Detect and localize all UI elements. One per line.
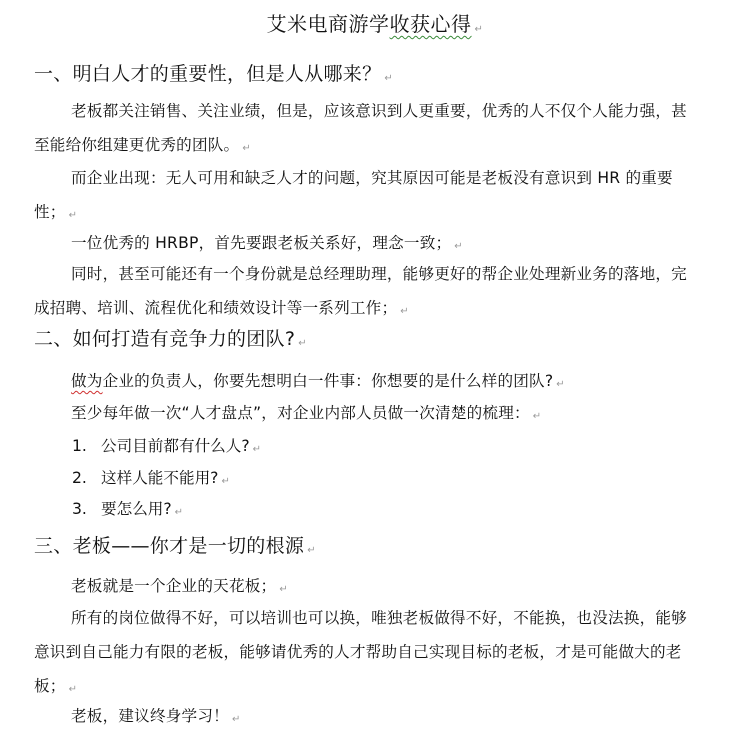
- section2-heading-text: 二、如何打造有竞争力的团队?: [34, 328, 296, 350]
- paragraph-mark-icon: ↵: [298, 338, 307, 349]
- paragraph-mark-icon: ↵: [556, 379, 565, 390]
- list-item: [72, 492, 183, 530]
- list-number: 3.: [72, 500, 87, 518]
- paragraph-mark-icon: ↵: [231, 714, 241, 725]
- paragraph-mark-icon: ↵: [384, 73, 394, 84]
- section1-paragraph-1: [34, 94, 698, 166]
- paragraph-mark-icon: ↵: [454, 241, 463, 252]
- title-spellcheck-text: 收获心得: [389, 12, 472, 36]
- paragraph-text: 企业的负责人，你要先想明白一件事：你想要的是什么样的团队?: [102, 372, 554, 390]
- list-number: 2.: [72, 469, 87, 487]
- document-title: [0, 10, 750, 44]
- section2-heading: [34, 325, 307, 358]
- paragraph-text: 所有的岗位做得不好，可以培训也可以换，唯独老板做得不好，不能换，也没法换，能够意识到自己能力有限的老板，能够请优秀的人才帮助自己实现目标的老板，才是可能做大的老板；: [34, 609, 687, 695]
- paragraph-text: 老板都关注销售、关注业绩，但是，应该意识到人更重要，优秀的人不仅个人能力强，甚至能给你组建更优秀的团队。: [34, 102, 687, 154]
- paragraph-mark-icon: ↵: [474, 24, 484, 35]
- list-item-text: 公司目前都有什么人?: [101, 437, 250, 455]
- section1-paragraph-4: [34, 257, 698, 329]
- paragraph-text: 一位优秀的 HRBP，首先要跟老板关系好，理念一致；: [71, 234, 452, 252]
- paragraph-mark-icon: ↵: [68, 684, 78, 695]
- section3-heading: [34, 532, 316, 565]
- paragraph-mark-icon: ↵: [242, 143, 251, 154]
- paragraph-text: 而企业出现：无人可用和缺乏人才的问题，究其原因可能是老板没有意识到 HR 的重要性；: [34, 169, 673, 221]
- section1-heading-text: 一、明白人才的重要性，但是人从哪来？: [34, 63, 382, 85]
- paragraph-mark-icon: ↵: [400, 306, 409, 317]
- section3-paragraph-3: [34, 699, 698, 737]
- spellcheck-word: 做为: [71, 372, 103, 390]
- paragraph-text: 至少每年做一次“人才盘点”，对企业内部人员做一次清楚的梳理：: [71, 404, 530, 422]
- section1-paragraph-2: [34, 161, 698, 233]
- paragraph-mark-icon: ↵: [532, 411, 542, 422]
- paragraph-mark-icon: ↵: [68, 210, 78, 221]
- section1-heading: [34, 60, 393, 93]
- paragraph-text: 老板，建议终身学习！: [71, 707, 229, 725]
- title-text: 艾米电商游学: [266, 12, 390, 36]
- paragraph-mark-icon: ↵: [252, 444, 262, 455]
- list-item-text: 这样人能不能用?: [101, 469, 219, 487]
- section3-paragraph-2: [34, 601, 698, 707]
- paragraph-mark-icon: ↵: [174, 507, 184, 518]
- list-item-text: 要怎么用?: [101, 500, 172, 518]
- paragraph-mark-icon: ↵: [307, 545, 316, 556]
- list-number: 1.: [72, 437, 87, 455]
- paragraph-mark-icon: ↵: [279, 584, 288, 595]
- paragraph-text: 老板就是一个企业的天花板；: [71, 577, 277, 595]
- paragraph-text: 同时，甚至可能还有一个身份就是总经理助理，能够更好的帮企业处理新业务的落地，完成招聘、培训、流程优化和绩效设计等一系列工作；: [34, 265, 687, 317]
- paragraph-mark-icon: ↵: [221, 476, 230, 487]
- section3-heading-text: 三、老板——你才是一切的根源: [34, 535, 305, 557]
